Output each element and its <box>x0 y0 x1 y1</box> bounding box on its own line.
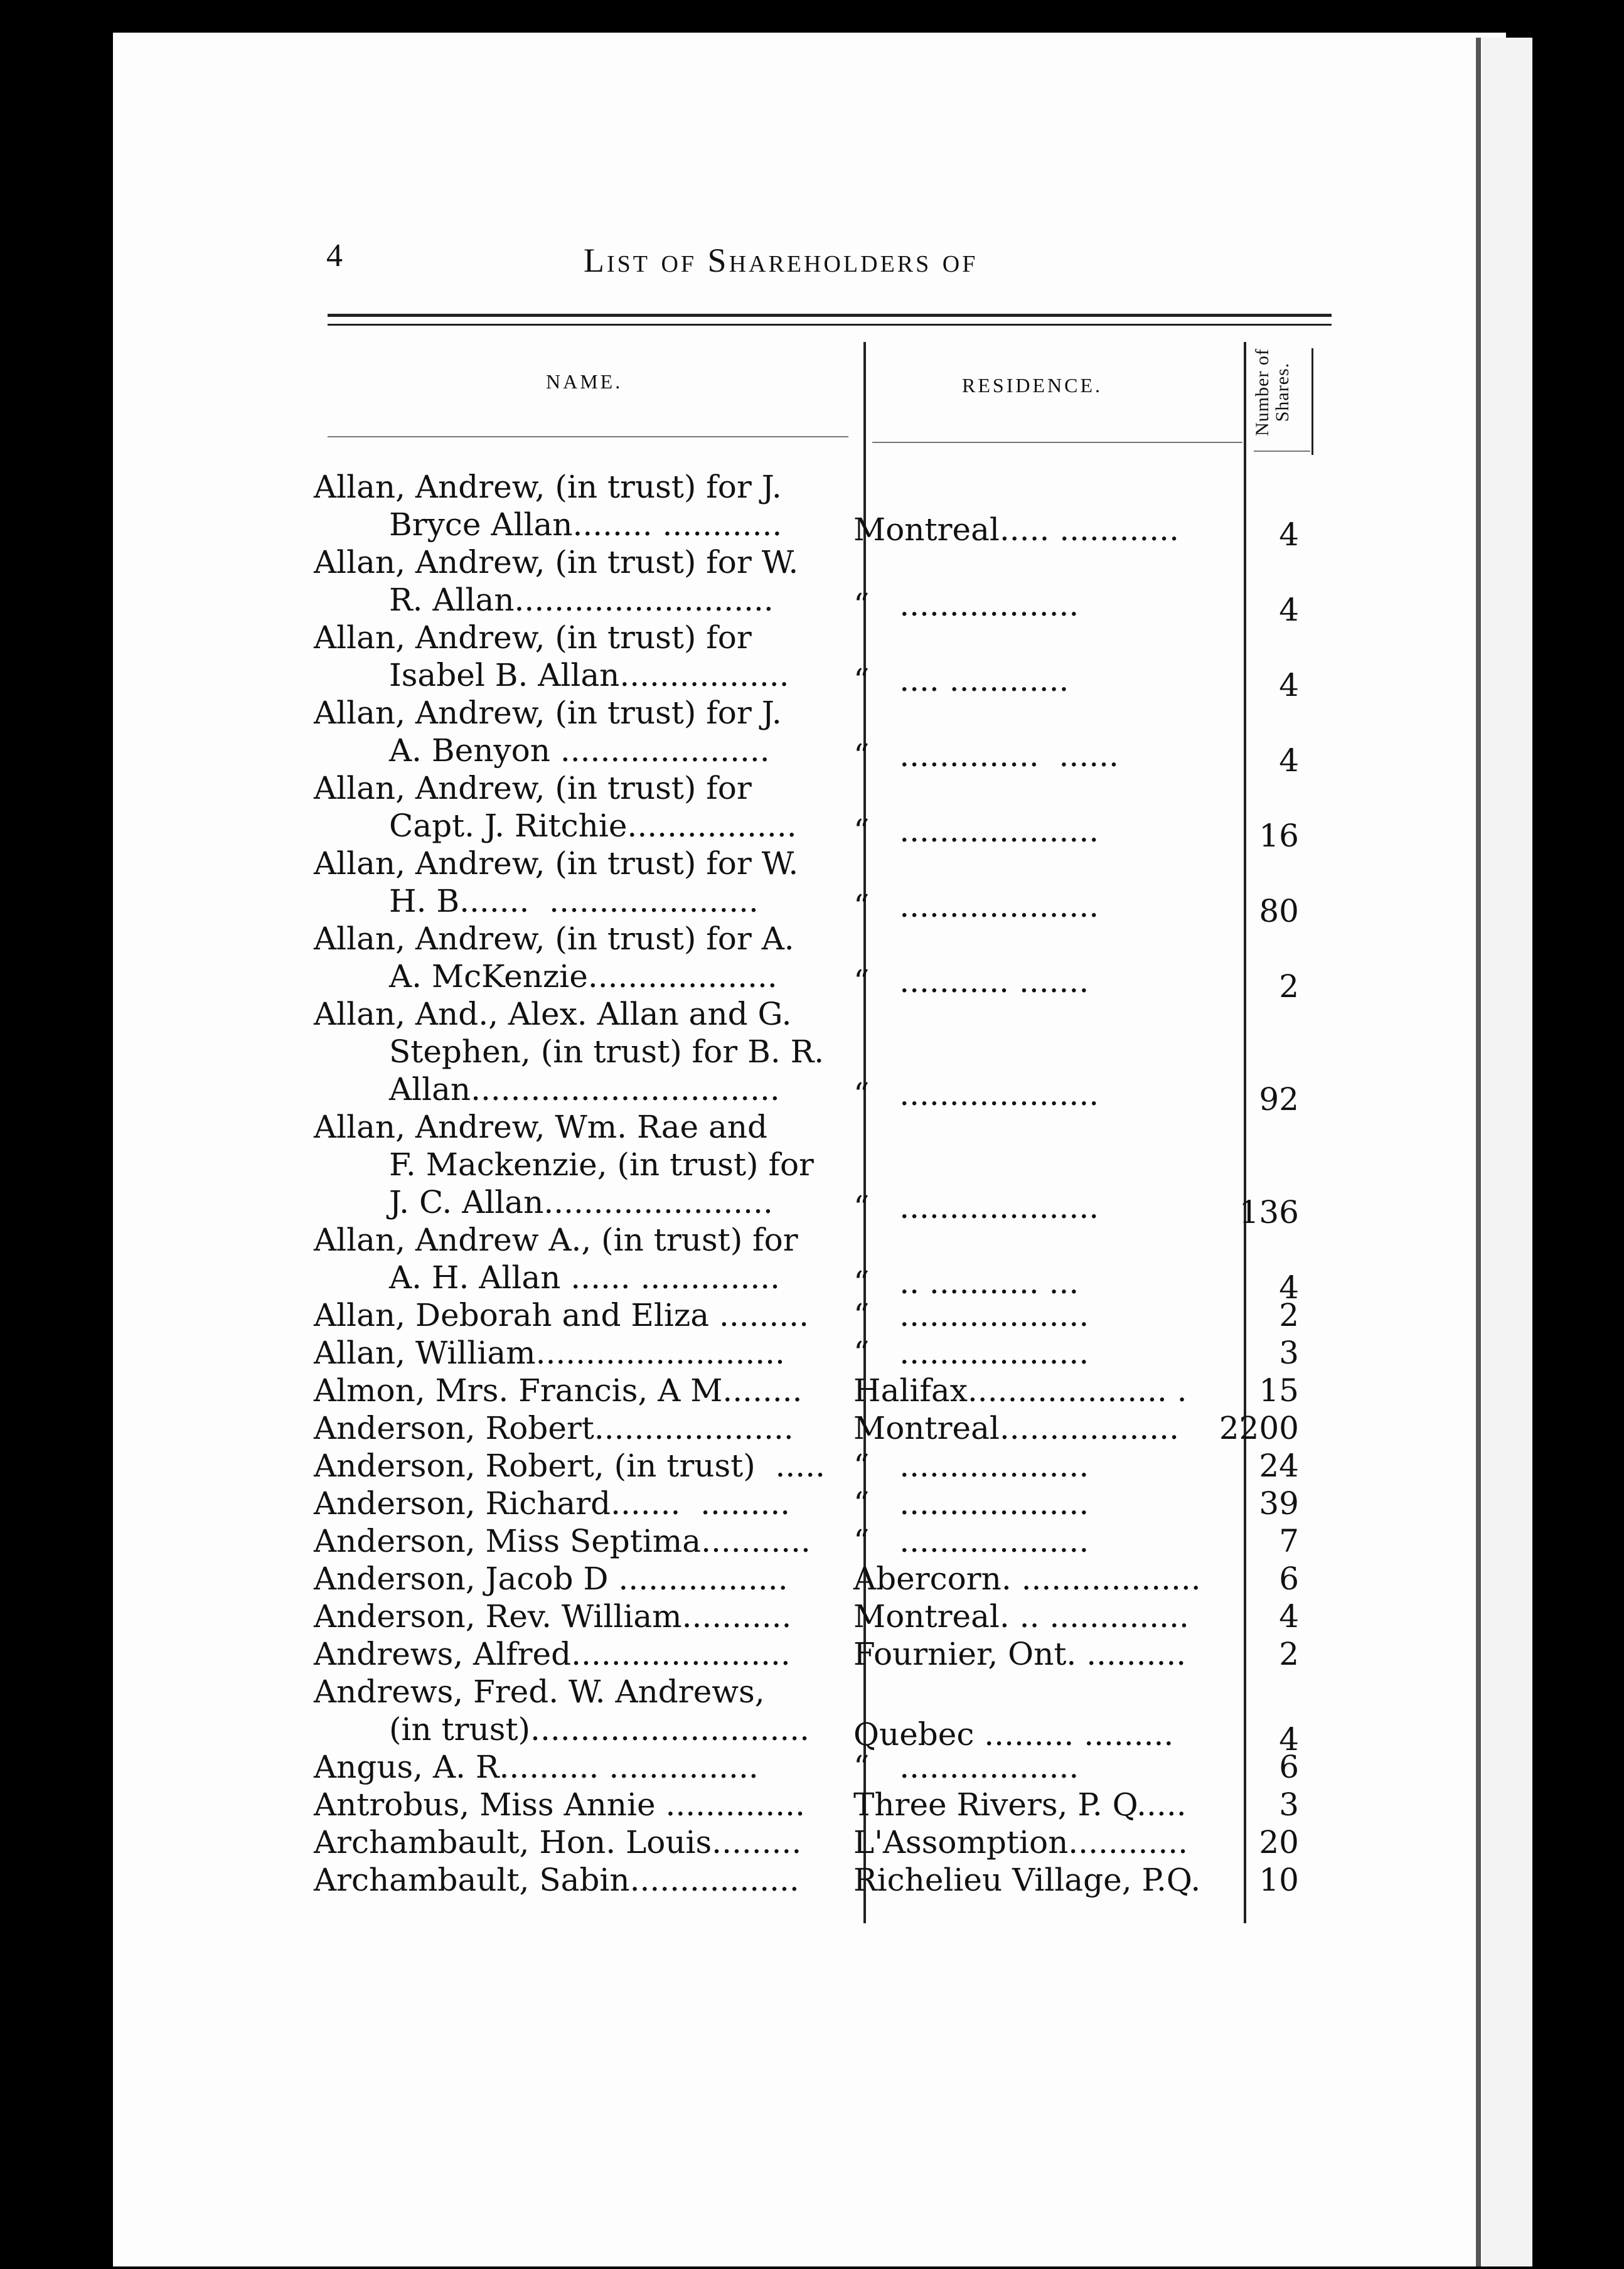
shareholder-shares: 80 <box>1259 893 1299 929</box>
shareholder-residence: Richelieu Village, P.Q. <box>853 1862 1201 1898</box>
shareholder-name: Allan, Andrew, (in trust) for <box>314 770 752 806</box>
shareholder-residence: “ ................... <box>853 1485 1089 1522</box>
shareholder-residence: “ .................... <box>853 1189 1099 1225</box>
page-title: List of Shareholders of <box>584 242 978 279</box>
shareholder-shares: 3 <box>1279 1786 1299 1823</box>
shareholder-shares: 4 <box>1279 1721 1299 1758</box>
shareholder-residence: “ .................... <box>853 813 1099 849</box>
shareholder-name: Andrews, Fred. W. Andrews, <box>314 1674 765 1710</box>
shareholder-name: Archambault, Hon. Louis......... <box>314 1824 802 1861</box>
shareholder-shares: 3 <box>1279 1335 1299 1371</box>
page-edge <box>1476 38 1481 2266</box>
shareholder-residence: “ ................... <box>853 1448 1089 1484</box>
shareholder-residence: “ .................... <box>853 888 1099 924</box>
shareholder-name: (in trust)............................ <box>389 1711 810 1748</box>
shareholder-name: Capt. J. Ritchie................. <box>389 808 797 844</box>
header-rule-thin <box>328 324 1332 326</box>
shareholder-shares: 92 <box>1259 1081 1299 1118</box>
shareholder-name: Anderson, Rev. William........... <box>314 1598 792 1635</box>
shareholder-residence: Quebec ......... ......... <box>853 1716 1174 1753</box>
shareholder-name: A. Benyon ..................... <box>389 732 770 769</box>
shareholder-shares: 2 <box>1279 1636 1299 1672</box>
shareholder-shares: 4 <box>1279 516 1299 553</box>
shareholder-residence: “ .. ........... ... <box>853 1264 1079 1301</box>
column-underline <box>328 436 848 437</box>
shareholder-shares: 16 <box>1259 818 1299 854</box>
shareholder-name: Allan, William......................... <box>314 1335 785 1371</box>
column-header-shares: Number of Shares. <box>1252 348 1293 436</box>
shareholder-residence: “ .............. ...... <box>853 737 1119 774</box>
shareholder-residence: “ .................... <box>853 1076 1099 1113</box>
shareholder-residence: “ ........... ....... <box>853 963 1089 1000</box>
shareholder-residence: “ ................... <box>853 1297 1089 1333</box>
shareholder-shares: 6 <box>1279 1561 1299 1597</box>
shareholder-name: Almon, Mrs. Francis, A M........ <box>314 1372 803 1409</box>
shareholder-name: Anderson, Richard....... ......... <box>314 1485 791 1522</box>
shareholder-name: Allan............................... <box>389 1071 780 1108</box>
column-divider <box>1311 348 1313 455</box>
shareholder-name: Anderson, Miss Septima........... <box>314 1523 811 1559</box>
shareholder-name: J. C. Allan....................... <box>389 1184 773 1220</box>
shareholder-name: Allan, Andrew, (in trust) for W. <box>314 845 799 882</box>
shareholder-name: R. Allan.......................... <box>389 582 774 618</box>
column-underline <box>1254 451 1310 452</box>
shareholder-name: Allan, Andrew, Wm. Rae and <box>314 1109 768 1145</box>
shareholder-name: A. McKenzie................... <box>389 958 777 995</box>
shareholder-name: Allan, And., Alex. Allan and G. <box>314 996 792 1032</box>
shareholder-name: Allan, Deborah and Eliza ......... <box>314 1297 809 1333</box>
shareholder-name: Angus, A. R.......... ............... <box>314 1749 759 1785</box>
shareholder-residence: “ .................. <box>853 587 1079 623</box>
shareholder-residence: Three Rivers, P. Q..... <box>853 1786 1187 1823</box>
shareholder-shares: 15 <box>1259 1372 1299 1409</box>
shareholder-residence: Montreal.................. <box>853 1410 1179 1446</box>
shareholder-name: Isabel B. Allan................. <box>389 657 789 693</box>
shareholder-residence: “ ................... <box>853 1523 1089 1559</box>
column-header-name: NAME. <box>546 370 623 393</box>
shareholder-shares: 136 <box>1239 1194 1299 1231</box>
shareholder-residence: Halifax.................... . <box>853 1372 1187 1409</box>
shareholder-name: Anderson, Robert.................... <box>314 1410 794 1446</box>
shareholder-residence: Montreal. .. .............. <box>853 1598 1189 1635</box>
shareholder-shares: 4 <box>1279 667 1299 703</box>
shareholder-name: Allan, Andrew A., (in trust) for <box>314 1222 798 1258</box>
shareholder-shares: 2200 <box>1219 1410 1299 1446</box>
shareholder-shares: 4 <box>1279 1598 1299 1635</box>
shareholder-shares: 2 <box>1279 968 1299 1005</box>
shareholder-name: Allan, Andrew, (in trust) for W. <box>314 544 799 580</box>
shareholder-shares: 39 <box>1259 1485 1299 1522</box>
shareholder-residence: “ ................... <box>853 1335 1089 1371</box>
page-number: 4 <box>326 238 343 274</box>
shareholder-name: Anderson, Jacob D ................. <box>314 1561 788 1597</box>
shareholder-shares: 10 <box>1259 1862 1299 1898</box>
shareholder-name: A. H. Allan ...... .............. <box>389 1259 781 1296</box>
next-page-strip <box>1482 38 1532 2266</box>
shareholder-shares: 4 <box>1279 742 1299 779</box>
column-header-residence: RESIDENCE. <box>962 374 1103 397</box>
shareholder-residence: Abercorn. .................. <box>853 1561 1201 1597</box>
shareholder-name: Anderson, Robert, (in trust) ..... <box>314 1448 825 1484</box>
column-underline <box>872 442 1242 443</box>
shareholder-residence: L'Assomption............ <box>853 1824 1189 1861</box>
shareholder-name: Antrobus, Miss Annie .............. <box>314 1786 805 1823</box>
shareholder-name: H. B....... ..................... <box>389 883 759 919</box>
shareholder-shares: 20 <box>1259 1824 1299 1861</box>
shareholder-shares: 6 <box>1279 1749 1299 1785</box>
header-rule <box>328 314 1332 317</box>
shareholder-name: Allan, Andrew, (in trust) for <box>314 619 752 656</box>
shareholder-residence: Fournier, Ont. .......... <box>853 1636 1187 1672</box>
shareholder-shares: 7 <box>1279 1523 1299 1559</box>
column-divider <box>1244 342 1246 1923</box>
shareholder-name: F. Mackenzie, (in trust) for <box>389 1146 814 1183</box>
shareholder-shares: 4 <box>1279 1269 1299 1306</box>
shareholder-name: Bryce Allan........ ............ <box>389 506 783 543</box>
shareholder-name: Andrews, Alfred...................... <box>314 1636 791 1672</box>
shareholder-residence: Montreal..... ............ <box>853 511 1179 548</box>
shareholder-shares: 2 <box>1279 1297 1299 1333</box>
shareholder-shares: 24 <box>1259 1448 1299 1484</box>
shareholder-shares: 4 <box>1279 592 1299 628</box>
column-divider <box>863 342 866 1923</box>
shareholder-name: Allan, Andrew, (in trust) for J. <box>314 469 782 505</box>
shareholder-name: Allan, Andrew, (in trust) for J. <box>314 695 782 731</box>
shareholder-residence: “ .................. <box>853 1749 1079 1785</box>
shareholder-name: Archambault, Sabin................. <box>314 1862 799 1898</box>
shareholder-residence: “ .... ............ <box>853 662 1069 698</box>
shareholder-name: Stephen, (in trust) for B. R. <box>389 1033 825 1070</box>
shareholder-name: Allan, Andrew, (in trust) for A. <box>314 921 794 957</box>
